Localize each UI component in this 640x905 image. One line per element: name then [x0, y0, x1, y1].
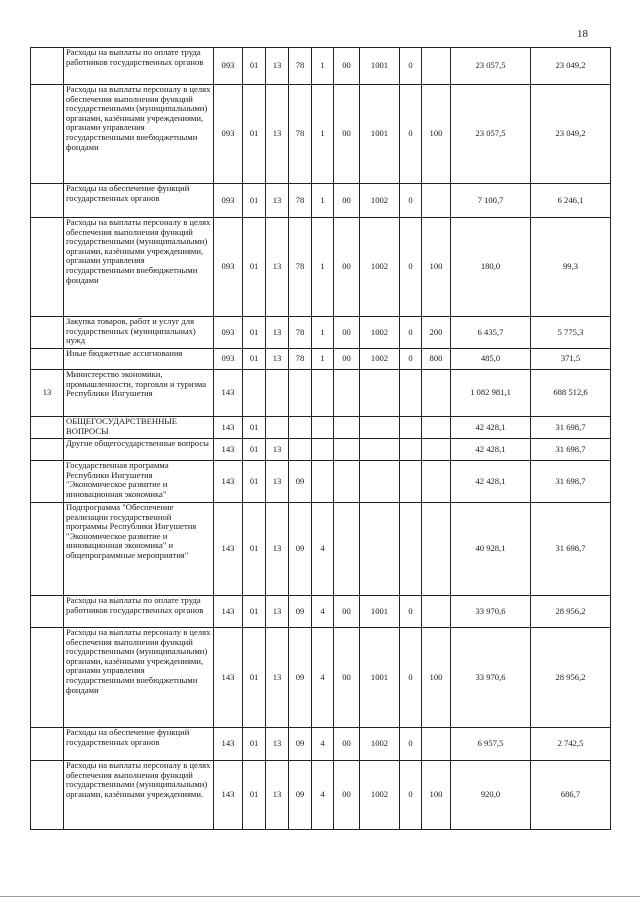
table-row	[31, 728, 611, 761]
row-number-cell: 13	[31, 370, 64, 417]
expense-type-cell	[422, 439, 451, 461]
admin-code-cell: 093	[214, 85, 243, 184]
planned-sum-cell: 42 428,1	[451, 417, 531, 439]
executed-sum-cell: 5 775,3	[531, 317, 611, 349]
measure-code-cell: 00	[334, 218, 360, 317]
subsection-code-cell: 13	[266, 596, 289, 628]
section-code-cell: 01	[243, 761, 266, 830]
expense-type-cell	[422, 461, 451, 503]
planned-sum-cell: 920,0	[451, 761, 531, 830]
executed-sum-cell: 371,5	[531, 349, 611, 370]
section-code-cell: 01	[243, 503, 266, 596]
expense-type-cell	[422, 48, 451, 85]
section-code-cell: 01	[243, 349, 266, 370]
extra-code-cell: 0	[400, 761, 422, 830]
direction-code-cell: 1002	[360, 349, 400, 370]
table-row	[31, 503, 611, 596]
direction-code-cell: 1002	[360, 184, 400, 218]
page-number: 18	[577, 28, 588, 40]
row-number-cell	[31, 48, 64, 85]
expense-type-cell: 800	[422, 349, 451, 370]
section-code-cell: 01	[243, 628, 266, 728]
executed-sum-cell: 28 956,2	[531, 628, 611, 728]
direction-code-cell: 1001	[360, 596, 400, 628]
program-code-cell: 09	[289, 728, 312, 761]
subsection-code-cell: 13	[266, 461, 289, 503]
admin-code-cell: 093	[214, 349, 243, 370]
subprogram-code-cell	[312, 370, 334, 417]
planned-sum-cell: 485,0	[451, 349, 531, 370]
table-row	[31, 628, 611, 728]
subprogram-code-cell: 1	[312, 218, 334, 317]
extra-code-cell: 0	[400, 628, 422, 728]
row-number-cell	[31, 439, 64, 461]
direction-code-cell	[360, 370, 400, 417]
table-row	[31, 596, 611, 628]
table-row	[31, 417, 611, 439]
section-code-cell: 01	[243, 439, 266, 461]
item-name-cell: Иные бюджетные ассигнования	[64, 349, 214, 370]
extra-code-cell: 0	[400, 48, 422, 85]
section-code-cell: 01	[243, 728, 266, 761]
subprogram-code-cell: 4	[312, 628, 334, 728]
expense-type-cell	[422, 417, 451, 439]
executed-sum-cell: 28 956,2	[531, 596, 611, 628]
table-row	[31, 439, 611, 461]
admin-code-cell: 093	[214, 317, 243, 349]
expense-type-cell: 100	[422, 85, 451, 184]
executed-sum-cell: 23 049,2	[531, 85, 611, 184]
section-code-cell: 01	[243, 317, 266, 349]
direction-code-cell: 1001	[360, 48, 400, 85]
measure-code-cell	[334, 417, 360, 439]
expense-type-cell: 100	[422, 761, 451, 830]
admin-code-cell: 143	[214, 761, 243, 830]
extra-code-cell: 0	[400, 85, 422, 184]
expense-type-cell: 100	[422, 628, 451, 728]
subsection-code-cell: 13	[266, 439, 289, 461]
item-name-cell: Расходы на выплаты персоналу в целях обеспечения выполнения функций государственными (муниципальными) органами, казёнными учреждениями.	[64, 761, 214, 830]
admin-code-cell: 143	[214, 439, 243, 461]
direction-code-cell	[360, 503, 400, 596]
admin-code-cell: 143	[214, 461, 243, 503]
planned-sum-cell: 6 435,7	[451, 317, 531, 349]
subsection-code-cell: 13	[266, 48, 289, 85]
row-number-cell	[31, 503, 64, 596]
direction-code-cell: 1002	[360, 218, 400, 317]
planned-sum-cell: 42 428,1	[451, 439, 531, 461]
subprogram-code-cell: 1	[312, 85, 334, 184]
subprogram-code-cell: 4	[312, 503, 334, 596]
section-code-cell: 01	[243, 48, 266, 85]
direction-code-cell: 1002	[360, 317, 400, 349]
executed-sum-cell: 2 742,5	[531, 728, 611, 761]
item-name-cell: ОБЩЕГОСУДАРСТВЕННЫЕ ВОПРОСЫ	[64, 417, 214, 439]
item-name-cell: Расходы на выплаты персоналу в целях обеспечения выполнения функций государственными (муниципальными) органами, казёнными учреждениями, органами управления государственными внебюджетными фондами	[64, 85, 214, 184]
budget-table	[30, 47, 611, 830]
planned-sum-cell: 42 428,1	[451, 461, 531, 503]
subsection-code-cell: 13	[266, 628, 289, 728]
item-name-cell: Расходы на обеспечение функций государственных органов	[64, 184, 214, 218]
extra-code-cell: 0	[400, 728, 422, 761]
section-code-cell: 01	[243, 85, 266, 184]
section-code-cell: 01	[243, 461, 266, 503]
subprogram-code-cell	[312, 461, 334, 503]
planned-sum-cell: 7 100,7	[451, 184, 531, 218]
executed-sum-cell: 23 049,2	[531, 48, 611, 85]
measure-code-cell: 00	[334, 85, 360, 184]
expense-type-cell: 100	[422, 218, 451, 317]
item-name-cell: Расходы на выплаты персоналу в целях обеспечения выполнения функций государственными (муниципальными) органами, казёнными учреждениями, органами управления государственными внебюджетными фондами	[64, 218, 214, 317]
subsection-code-cell: 13	[266, 503, 289, 596]
subsection-code-cell: 13	[266, 761, 289, 830]
planned-sum-cell: 1 082 981,1	[451, 370, 531, 417]
subsection-code-cell: 13	[266, 184, 289, 218]
row-number-cell	[31, 349, 64, 370]
direction-code-cell: 1001	[360, 85, 400, 184]
table-row	[31, 317, 611, 349]
direction-code-cell: 1002	[360, 761, 400, 830]
program-code-cell: 78	[289, 184, 312, 218]
subprogram-code-cell	[312, 417, 334, 439]
executed-sum-cell: 31 698,7	[531, 439, 611, 461]
planned-sum-cell: 6 957,5	[451, 728, 531, 761]
admin-code-cell: 143	[214, 417, 243, 439]
extra-code-cell: 0	[400, 184, 422, 218]
subsection-code-cell	[266, 370, 289, 417]
subprogram-code-cell: 1	[312, 349, 334, 370]
measure-code-cell: 00	[334, 596, 360, 628]
table-row	[31, 461, 611, 503]
expense-type-cell	[422, 503, 451, 596]
measure-code-cell: 00	[334, 184, 360, 218]
program-code-cell: 78	[289, 48, 312, 85]
table-row	[31, 85, 611, 184]
direction-code-cell	[360, 461, 400, 503]
item-name-cell: Расходы на выплаты по оплате труда работников государственных органов	[64, 48, 214, 85]
admin-code-cell: 093	[214, 218, 243, 317]
program-code-cell	[289, 370, 312, 417]
row-number-cell	[31, 728, 64, 761]
program-code-cell	[289, 417, 312, 439]
subprogram-code-cell: 1	[312, 184, 334, 218]
program-code-cell: 78	[289, 218, 312, 317]
direction-code-cell	[360, 439, 400, 461]
program-code-cell: 09	[289, 628, 312, 728]
admin-code-cell: 093	[214, 48, 243, 85]
extra-code-cell: 0	[400, 317, 422, 349]
subprogram-code-cell: 1	[312, 317, 334, 349]
extra-code-cell	[400, 370, 422, 417]
expense-type-cell	[422, 728, 451, 761]
program-code-cell: 09	[289, 596, 312, 628]
row-number-cell	[31, 218, 64, 317]
extra-code-cell: 0	[400, 596, 422, 628]
row-number-cell	[31, 184, 64, 218]
subprogram-code-cell	[312, 439, 334, 461]
measure-code-cell	[334, 439, 360, 461]
program-code-cell: 78	[289, 85, 312, 184]
scan-edge-line	[0, 896, 640, 897]
item-name-cell: Министерство экономики, промышленности, торговли и туризма Республики Ингушетия	[64, 370, 214, 417]
table-row	[31, 184, 611, 218]
table-row	[31, 218, 611, 317]
subsection-code-cell	[266, 417, 289, 439]
planned-sum-cell: 33 970,6	[451, 596, 531, 628]
admin-code-cell: 143	[214, 596, 243, 628]
admin-code-cell: 143	[214, 370, 243, 417]
measure-code-cell: 00	[334, 48, 360, 85]
admin-code-cell: 143	[214, 628, 243, 728]
direction-code-cell	[360, 417, 400, 439]
measure-code-cell: 00	[334, 628, 360, 728]
section-code-cell: 01	[243, 596, 266, 628]
item-name-cell: Подпрограмма "Обеспечение реализации государственной программы Республики Ингушетия "Экономическое развитие и инновационная экономика" и общепрограммные мероприятия"	[64, 503, 214, 596]
program-code-cell: 09	[289, 461, 312, 503]
program-code-cell	[289, 439, 312, 461]
table-row	[31, 761, 611, 830]
subprogram-code-cell: 4	[312, 761, 334, 830]
item-name-cell: Закупка товаров, работ и услуг для государственных (муниципальных) нужд	[64, 317, 214, 349]
executed-sum-cell: 99,3	[531, 218, 611, 317]
program-code-cell: 09	[289, 761, 312, 830]
row-number-cell	[31, 85, 64, 184]
row-number-cell	[31, 761, 64, 830]
admin-code-cell: 143	[214, 503, 243, 596]
extra-code-cell: 0	[400, 349, 422, 370]
executed-sum-cell: 31 698,7	[531, 417, 611, 439]
subsection-code-cell: 13	[266, 349, 289, 370]
subsection-code-cell: 13	[266, 85, 289, 184]
executed-sum-cell: 688 512,6	[531, 370, 611, 417]
subsection-code-cell: 13	[266, 728, 289, 761]
subsection-code-cell: 13	[266, 218, 289, 317]
subprogram-code-cell: 4	[312, 728, 334, 761]
subprogram-code-cell: 1	[312, 48, 334, 85]
program-code-cell: 78	[289, 349, 312, 370]
extra-code-cell: 0	[400, 218, 422, 317]
planned-sum-cell: 40 928,1	[451, 503, 531, 596]
planned-sum-cell: 180,0	[451, 218, 531, 317]
section-code-cell: 01	[243, 218, 266, 317]
item-name-cell: Расходы на выплаты персоналу в целях обеспечения выполнения функций государственными (муниципальными) органами, казёнными учреждениями, органами управления государственными внебюджетными фондами	[64, 628, 214, 728]
planned-sum-cell: 23 057,5	[451, 85, 531, 184]
direction-code-cell: 1001	[360, 628, 400, 728]
executed-sum-cell: 686,7	[531, 761, 611, 830]
direction-code-cell: 1002	[360, 728, 400, 761]
program-code-cell: 09	[289, 503, 312, 596]
table-row	[31, 370, 611, 417]
expense-type-cell	[422, 596, 451, 628]
row-number-cell	[31, 461, 64, 503]
item-name-cell: Другие общегосударственные вопросы	[64, 439, 214, 461]
measure-code-cell	[334, 503, 360, 596]
subprogram-code-cell: 4	[312, 596, 334, 628]
extra-code-cell	[400, 461, 422, 503]
measure-code-cell: 00	[334, 728, 360, 761]
row-number-cell	[31, 628, 64, 728]
measure-code-cell	[334, 370, 360, 417]
table-row	[31, 48, 611, 85]
section-code-cell: 01	[243, 417, 266, 439]
table-row	[31, 349, 611, 370]
section-code-cell	[243, 370, 266, 417]
extra-code-cell	[400, 439, 422, 461]
measure-code-cell: 00	[334, 349, 360, 370]
row-number-cell	[31, 317, 64, 349]
executed-sum-cell: 31 698,7	[531, 503, 611, 596]
program-code-cell: 78	[289, 317, 312, 349]
item-name-cell: Государственная программа Республики Ингушетия "Экономическое развитие и инновационная экономика"	[64, 461, 214, 503]
subsection-code-cell: 13	[266, 317, 289, 349]
planned-sum-cell: 23 057,5	[451, 48, 531, 85]
item-name-cell: Расходы на обеспечение функций государственных органов	[64, 728, 214, 761]
expense-type-cell	[422, 370, 451, 417]
row-number-cell	[31, 417, 64, 439]
executed-sum-cell: 6 246,1	[531, 184, 611, 218]
admin-code-cell: 143	[214, 728, 243, 761]
extra-code-cell	[400, 503, 422, 596]
expense-type-cell: 200	[422, 317, 451, 349]
admin-code-cell: 093	[214, 184, 243, 218]
executed-sum-cell: 31 698,7	[531, 461, 611, 503]
extra-code-cell	[400, 417, 422, 439]
measure-code-cell: 00	[334, 761, 360, 830]
row-number-cell	[31, 596, 64, 628]
section-code-cell: 01	[243, 184, 266, 218]
expense-type-cell	[422, 184, 451, 218]
planned-sum-cell: 33 970,6	[451, 628, 531, 728]
item-name-cell: Расходы на выплаты по оплате труда работников государственных органов	[64, 596, 214, 628]
measure-code-cell	[334, 461, 360, 503]
measure-code-cell: 00	[334, 317, 360, 349]
